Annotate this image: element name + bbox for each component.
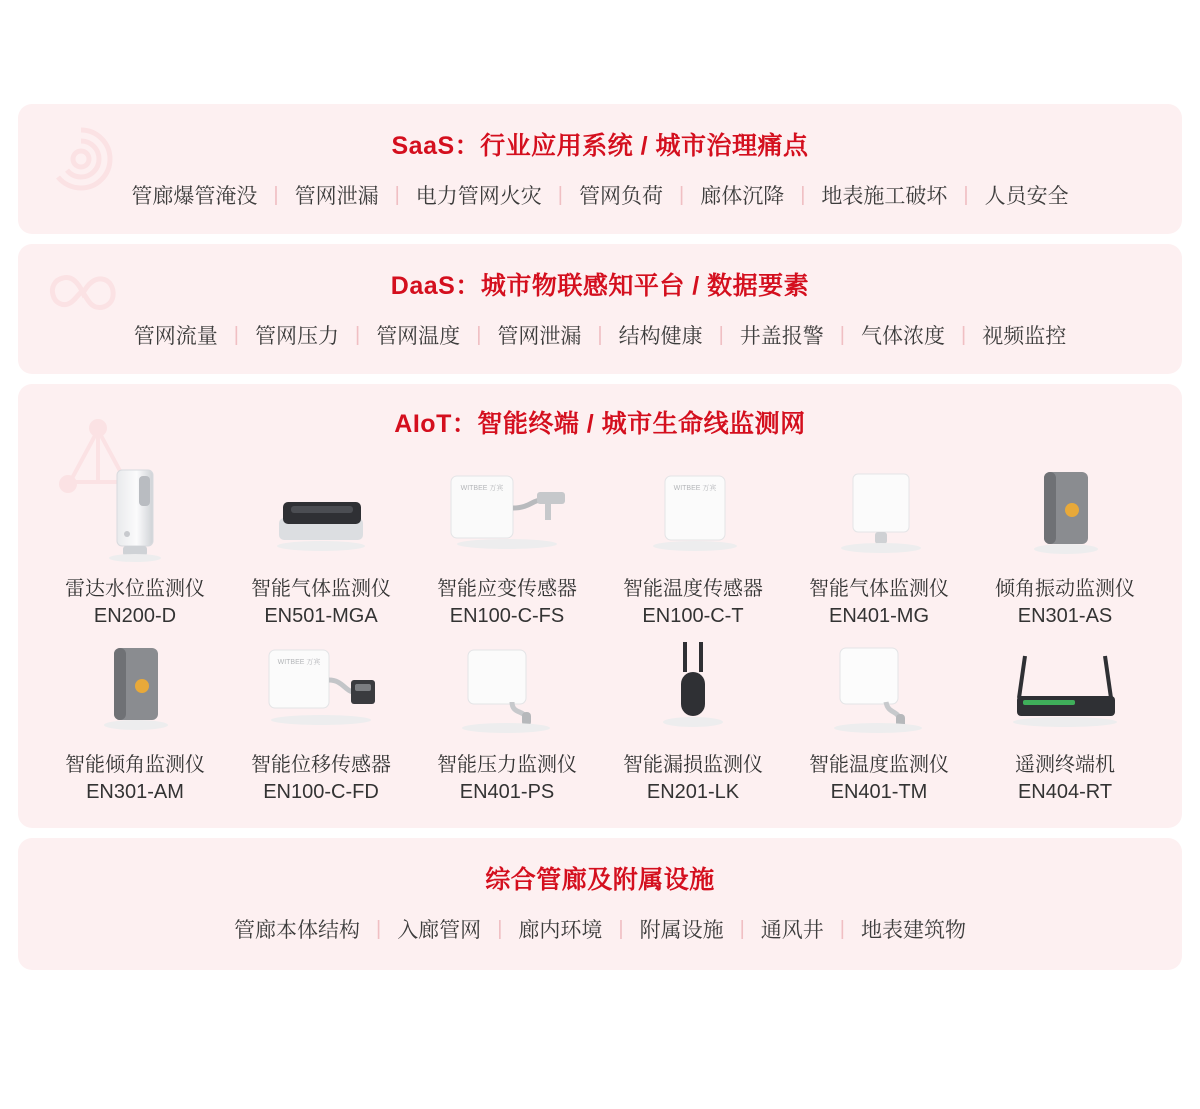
device-model: EN401-PS xyxy=(459,781,555,803)
device-card[interactable] xyxy=(972,460,1158,630)
strain-sensor-device-icon xyxy=(437,460,577,564)
chip-separator: | xyxy=(476,324,482,346)
chip-separator: | xyxy=(961,324,967,346)
layer-saas-title-en: SaaS： xyxy=(391,132,481,160)
device-name: 智能倾角监测仪 xyxy=(65,754,205,776)
layer-aiot-title-en: AIoT： xyxy=(394,410,478,438)
layer-saas-title-cn: 行业应用系统 / 城市治理痛点 xyxy=(480,132,809,160)
temperature-monitor-device-icon xyxy=(814,636,944,740)
device-card[interactable] xyxy=(972,636,1158,806)
device-model: EN200-D xyxy=(93,605,177,627)
device-card[interactable] xyxy=(786,636,972,806)
device-name: 智能温度传感器 xyxy=(623,578,763,600)
daas-item[interactable]: 井盖报警 xyxy=(739,325,824,348)
saas-item[interactable]: 电力管网火灾 xyxy=(415,185,542,208)
infrastructure-item[interactable]: 入廊管网 xyxy=(397,919,482,942)
layer-daas-title-cn: 城市物联感知平台 / 数据要素 xyxy=(480,272,810,300)
chip-separator: | xyxy=(497,918,503,940)
daas-item[interactable]: 结构健康 xyxy=(618,325,703,348)
chip-separator: | xyxy=(839,324,845,346)
daas-item[interactable]: 视频监控 xyxy=(982,325,1067,348)
chip-separator: | xyxy=(557,184,563,206)
temperature-sensor-device-icon xyxy=(633,460,753,564)
chip-separator: | xyxy=(679,184,685,206)
chip-separator: | xyxy=(839,918,845,940)
daas-item[interactable]: 气体浓度 xyxy=(861,325,945,348)
saas-item[interactable]: 地表施工破坏 xyxy=(821,185,948,208)
chip-separator: | xyxy=(963,184,969,206)
saas-item[interactable]: 管网负荷 xyxy=(579,185,663,208)
device-name: 智能位移传感器 xyxy=(251,754,391,776)
daas-item[interactable]: 管网流量 xyxy=(133,325,218,348)
chip-separator: | xyxy=(354,324,361,346)
displacement-sensor-device-icon xyxy=(251,636,391,740)
saas-item[interactable]: 管廊爆管淹没 xyxy=(131,185,258,208)
pressure-monitor-device-icon xyxy=(442,636,572,740)
device-model: EN100-C-FD xyxy=(263,781,379,803)
chip-separator: | xyxy=(233,324,239,346)
layer-daas-items xyxy=(18,306,1182,374)
svg-text:WITBEE 万宾: WITBEE 万宾 xyxy=(460,485,504,492)
infrastructure-item[interactable]: 通风井 xyxy=(760,919,824,942)
device-model: EN401-MG xyxy=(828,605,930,627)
layer-saas-title xyxy=(18,104,1182,166)
tilt-vibration-device-icon xyxy=(1020,460,1110,564)
device-name: 遥测终端机 xyxy=(1015,754,1115,776)
device-card[interactable] xyxy=(228,636,414,806)
device-model: EN501-MGA xyxy=(264,605,378,627)
gas-monitor-device-icon xyxy=(261,460,381,564)
device-model: EN201-LK xyxy=(646,781,740,803)
device-card[interactable] xyxy=(42,460,228,630)
device-card[interactable] xyxy=(414,636,600,806)
saas-item[interactable]: 人员安全 xyxy=(984,185,1069,208)
saas-item[interactable]: 管网泄漏 xyxy=(294,185,379,208)
device-model: EN100-C-T xyxy=(642,605,744,627)
layer-aiot-title-cn: 智能终端 / 城市生命线监测网 xyxy=(477,410,806,438)
infrastructure-item[interactable]: 管廊本体结构 xyxy=(233,919,360,942)
daas-item[interactable]: 管网温度 xyxy=(376,325,461,348)
leak-monitor-device-icon xyxy=(643,636,743,740)
device-name: 智能压力监测仪 xyxy=(437,754,577,776)
layer-daas-title-en: DaaS： xyxy=(390,272,481,300)
layer-infrastructure-items xyxy=(18,900,1182,970)
device-model: EN301-AS xyxy=(1017,605,1113,627)
layer-daas xyxy=(18,244,1182,374)
device-name: 智能应变传感器 xyxy=(437,578,577,600)
svg-text:WITBEE 万宾: WITBEE 万宾 xyxy=(277,659,321,666)
infrastructure-item[interactable]: 地表建筑物 xyxy=(861,919,966,942)
device-card[interactable] xyxy=(600,636,786,806)
chip-separator: | xyxy=(273,184,279,206)
device-name: 智能气体监测仪 xyxy=(809,578,949,600)
daas-item[interactable]: 管网泄漏 xyxy=(497,325,582,348)
gas-detector-device-icon xyxy=(819,460,939,564)
rtu-gateway-device-icon xyxy=(995,636,1135,740)
chip-separator: | xyxy=(739,918,745,940)
layer-aiot-title xyxy=(18,384,1182,444)
chip-separator: | xyxy=(800,184,806,206)
layer-infrastructure-title-cn: 综合管廊及附属设施 xyxy=(485,866,715,894)
svg-text:WITBEE 万宾: WITBEE 万宾 xyxy=(673,485,717,492)
chip-separator: | xyxy=(718,324,724,346)
layer-infrastructure xyxy=(18,838,1182,970)
infrastructure-item[interactable]: 廊内环境 xyxy=(518,919,603,942)
device-name: 智能漏损监测仪 xyxy=(623,754,763,776)
tilt-monitor-device-icon xyxy=(90,636,180,740)
saas-item[interactable]: 廊体沉降 xyxy=(700,185,785,208)
device-card[interactable] xyxy=(786,460,972,630)
device-model: EN301-AM xyxy=(86,781,184,803)
chip-separator: | xyxy=(618,918,624,940)
device-name: 智能温度监测仪 xyxy=(809,754,949,776)
device-model: EN404-RT xyxy=(1017,781,1113,803)
chip-separator: | xyxy=(597,324,603,346)
radar-level-device-icon xyxy=(87,460,183,564)
layer-saas-items xyxy=(18,166,1182,234)
device-card[interactable] xyxy=(42,636,228,806)
device-card[interactable] xyxy=(228,460,414,630)
device-name: 雷达水位监测仪 xyxy=(65,578,205,600)
layer-daas-title xyxy=(18,244,1182,306)
device-model: EN401-TM xyxy=(830,781,928,803)
chip-separator: | xyxy=(375,918,382,940)
chip-separator: | xyxy=(394,184,400,206)
daas-item[interactable]: 管网压力 xyxy=(254,325,339,348)
device-card[interactable] xyxy=(600,460,786,630)
aiot-device-grid xyxy=(18,444,1182,828)
infrastructure-item[interactable]: 附属设施 xyxy=(639,919,724,942)
device-name: 智能气体监测仪 xyxy=(251,578,391,600)
layer-saas xyxy=(18,104,1182,234)
device-name: 倾角振动监测仪 xyxy=(995,578,1135,600)
layer-aiot xyxy=(18,384,1182,828)
device-card[interactable] xyxy=(414,460,600,630)
device-model: EN100-C-FS xyxy=(449,605,565,627)
layer-infrastructure-title xyxy=(18,838,1182,900)
